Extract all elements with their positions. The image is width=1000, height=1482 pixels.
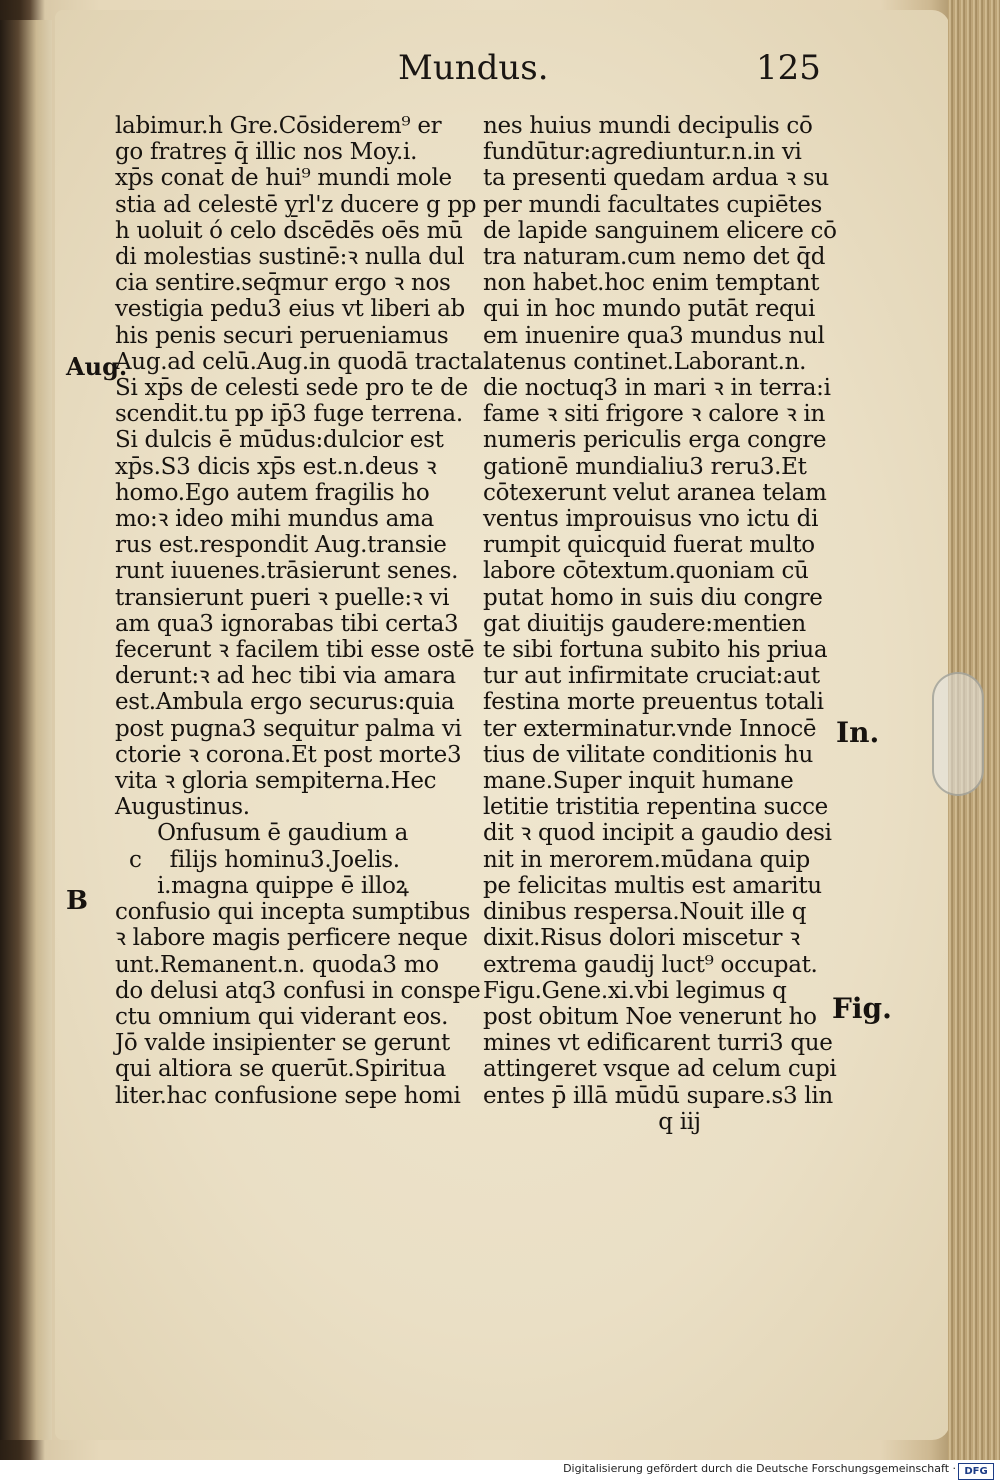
page-header	[0, 48, 1000, 98]
margin-note-b: B	[66, 886, 88, 916]
running-title: Mundus.	[398, 48, 549, 88]
text-column-left: labimur.h Gre.Cōsiderem⁹ er go fratres q̄ illic nos Moy.i. xp̄s conat̄ de hui⁹ mundi mole stia ad celestē yrl'z ducere g pp h uoluit ó celo d̄scēdēs oēs mū di molestias sustinē:ꝛ nulla dul cia sentire.seq̄mur ergo ꝛ nos vestigia pedu3 eius vt liberi ab his penis securi perueniamus Aug.ad celū.Aug.in quodā tracta. Si xp̄s de celesti sede pro te de scendit.tu pp ip̄3 fuge terrena. Si dulcis ē mūdus:dulcior est xp̄s.S3 dicis xp̄s est.n.deus ꝛ homo.Ego autem fragilis ho mo:ꝛ ideo mihi mundus ama rus est.respondit Aug.transie runt iuuenes.trāsierunt senes. transierunt pueri ꝛ puelle:ꝛ vi am qua3 ignorabas tibi certa3 fecerunt ꝛ facilem tibi esse ostē derunt:ꝛ ad hec tibi via amara est.Ambula ergo securus:quia post pugna3 sequitur palma vi ctorie ꝛ corona.Et post morte3 vita ꝛ gloria sempiterna.Hec Augustinus. Onfusum ē gaudium a c filijs hominu3.Joelis. i.magna quippe ē illoꝝ confusio qui incepta sumptibus ꝛ labore magis perficere neque unt.Remanent.n. quoda3 mo do delusi atq3 confusi in conspe ctu omnium qui viderant eos. Jō valde insipienter se gerunt qui altiora se querūt.Spiritua liter.hac confusione sepe homi	[115, 113, 490, 1109]
margin-note-figu: Fig.	[832, 992, 892, 1025]
margin-note-innoce: In.	[836, 716, 880, 749]
facing-page-edge	[0, 20, 52, 1440]
margin-note-aug: Aug.	[66, 352, 128, 381]
page-clip	[932, 672, 984, 796]
dfg-logo: DFG	[958, 1463, 994, 1480]
page-number: 125	[756, 48, 821, 88]
footer-credit: Digitalisierung gefördert durch die Deutsche Forschungsgemeinschaft ·	[563, 1462, 956, 1475]
text-column-right: nes huius mundi decipulis cō fundūtur:agrediuntur.n.in vi ta presenti quedam ardua ꝛ su per mundi facultates cupiētes de lapide sanguinem elicere cō tra naturam.cum nemo det q̄d non habet.hoc enim temptant qui in hoc mundo putāt requi em inuenire qua3 mundus nul latenus continet.Laborant.n. die noctuq3 in mari ꝛ in terra:i fame ꝛ siti frigore ꝛ calore ꝛ in numeris periculis erga congre gationē mundialiu3 reru3.Et cōtexerunt velut aranea telam ventus improuisus vno ictu di rumpit quicquid fuerat multo labore cōtextum.quoniam cū putat homo in suis diu congre gat diuitijs gaudere:mentien te sibi fortuna subito his priua tur aut infirmitate cruciat̄:aut festina morte preuentus totali ter exterminatur.vnde Innocē tius de vilitate conditionis hu mane.Super inquit humane letitie tristitia repentina succe dit ꝛ quod incipit a gaudio desi nit in merorem.mūdana quip pe felicitas multis est amaritu dinibus respersa.Nouit ille q dixit.Risus dolori miscetur ꝛ extrema gaudij luct⁹ occupat. Figu.Gene.xi.vbi legimus q post obitum Noe venerunt ho mines vt edificarent turri3 que attingeret vsque ad celum cupi entes p̄ illā mūdū supare.s3 lin q iij	[483, 113, 837, 1135]
footer-bar	[0, 1460, 1000, 1482]
